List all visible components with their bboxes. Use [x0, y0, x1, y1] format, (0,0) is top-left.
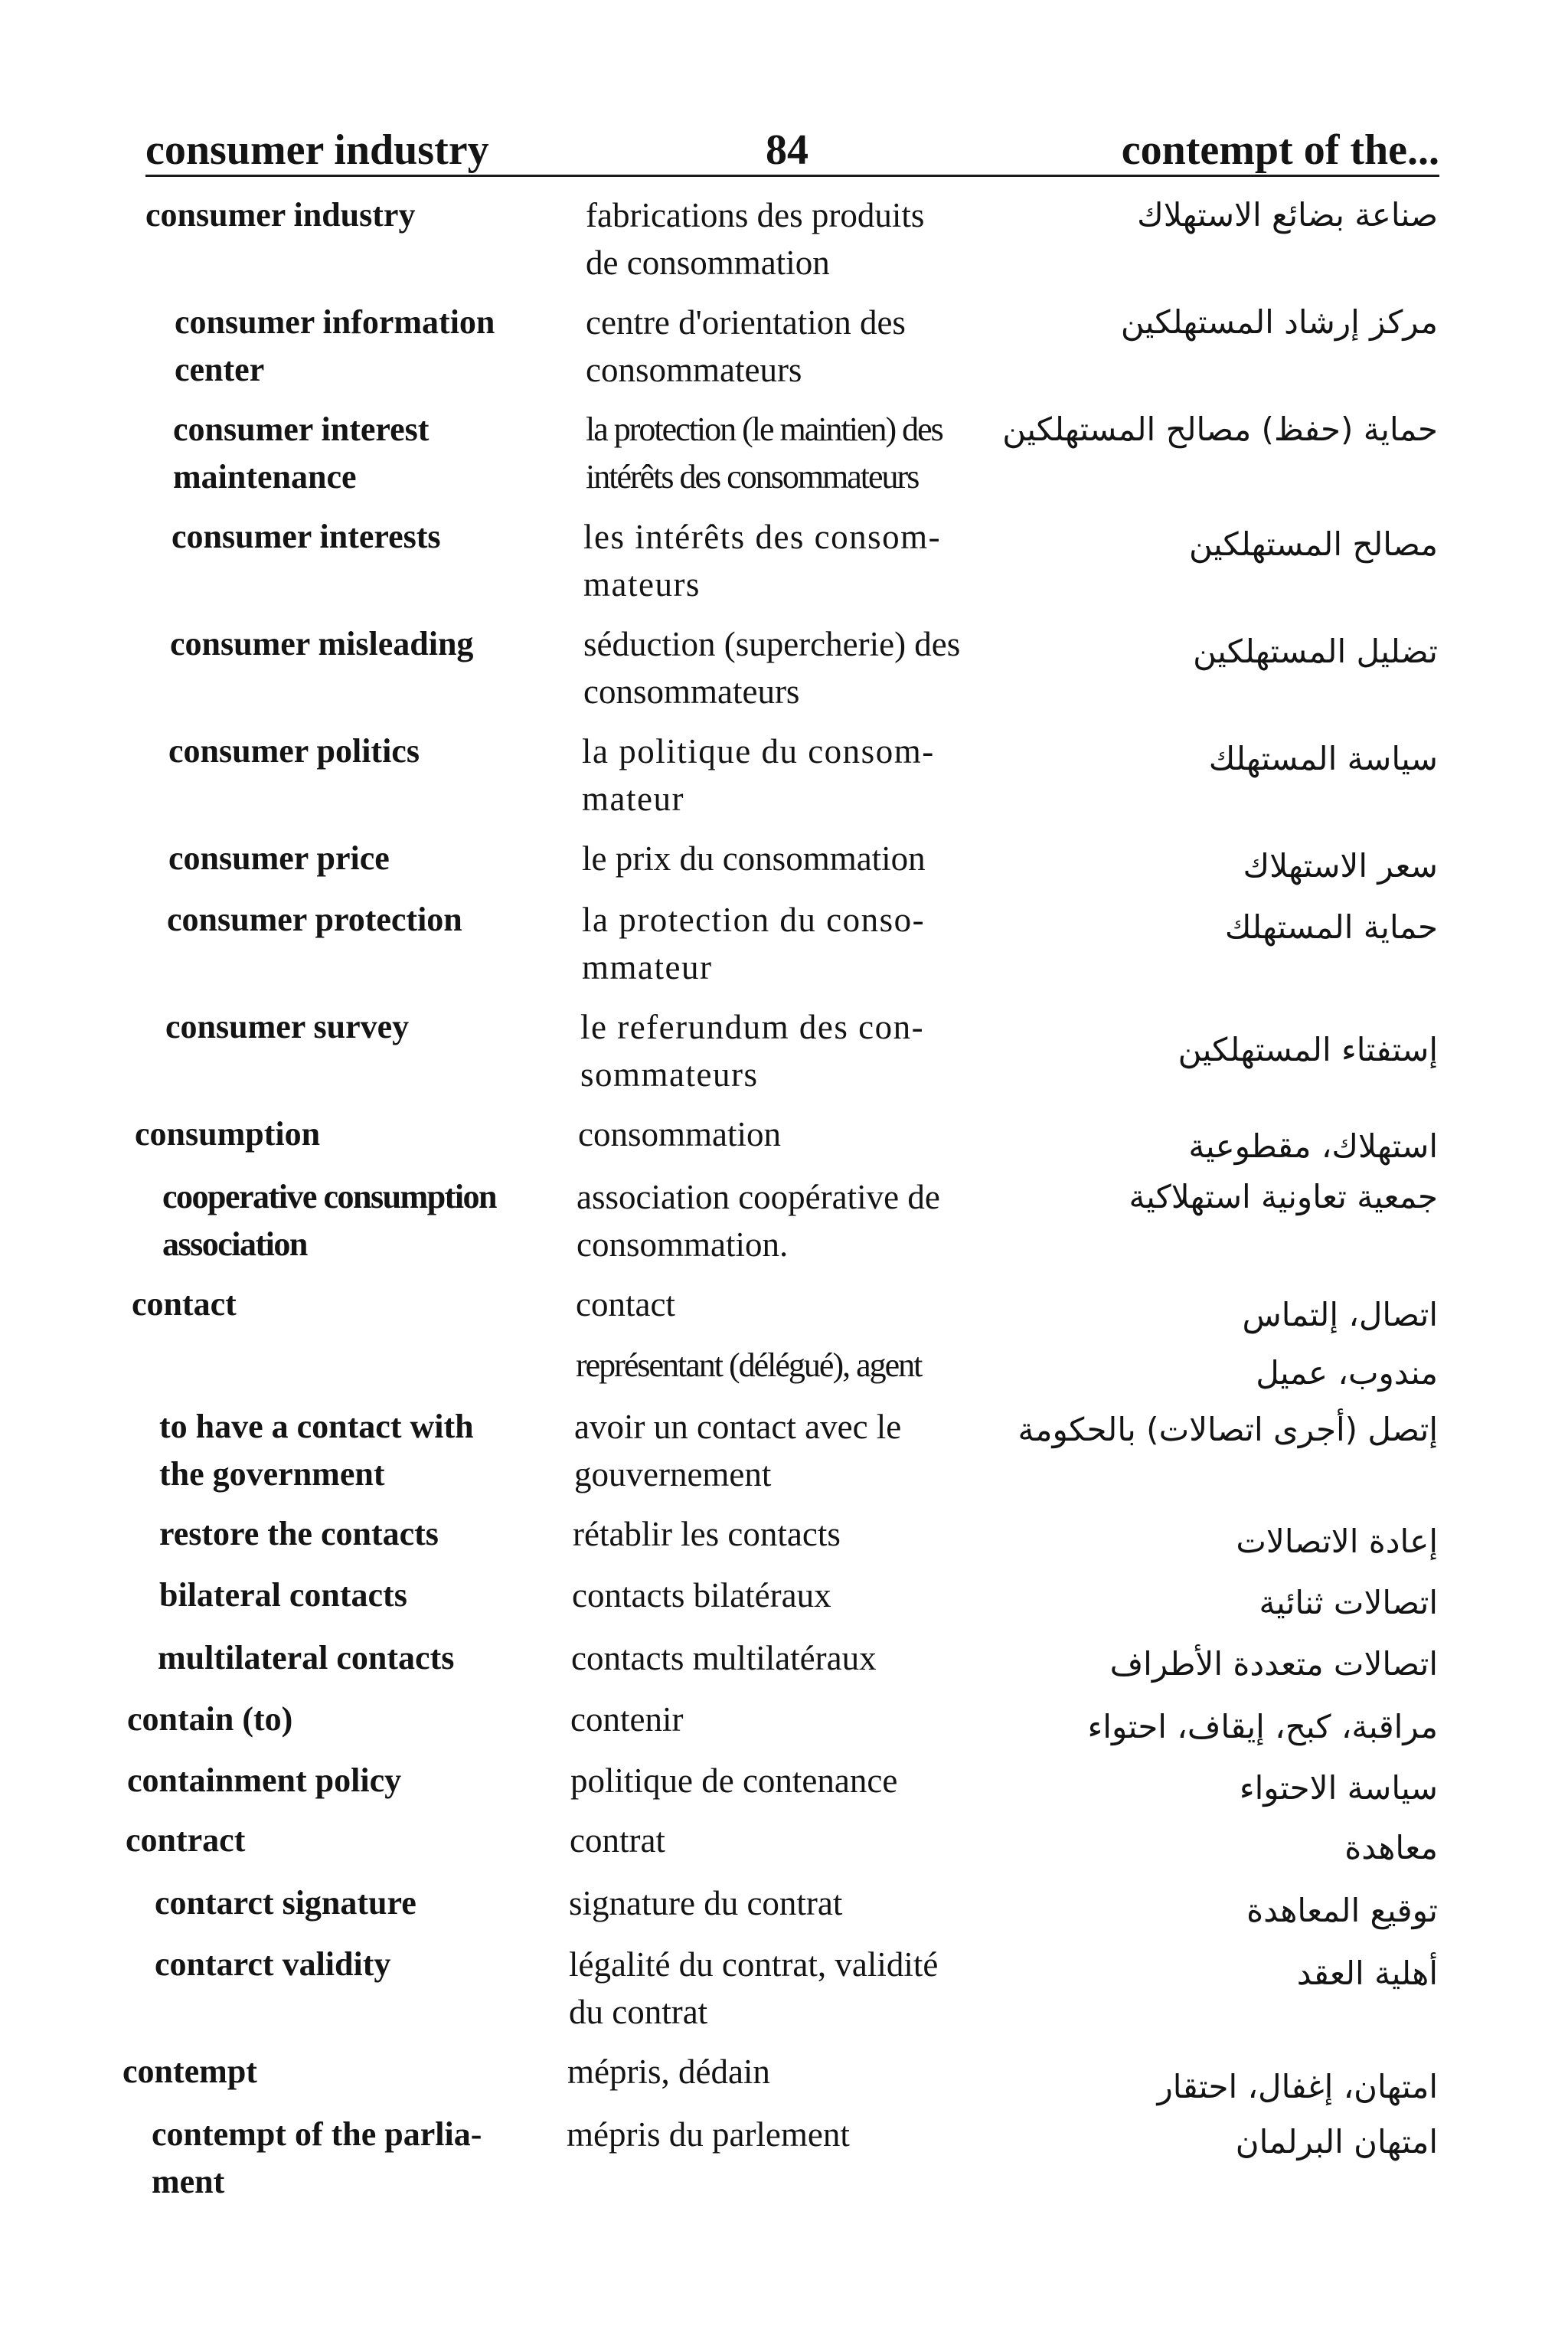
entry-english: consumer price — [168, 839, 390, 877]
entry-arabic: سياسة الاحتواء — [1239, 1769, 1438, 1807]
entry-arabic: اتصالات ثنائية — [1259, 1584, 1438, 1621]
entry-arabic: سعر الاستهلاك — [1243, 847, 1438, 885]
entry-french: contact — [576, 1285, 675, 1323]
entry-english: consumer industry — [145, 196, 416, 234]
entry-french: mépris, dédain — [567, 2053, 770, 2091]
entry-arabic: إستفتاء المستهلكين — [1178, 1031, 1438, 1068]
entry-french: consommation — [578, 1115, 781, 1153]
entry-arabic: صناعة بضائع الاستهلاك — [1137, 196, 1438, 234]
entry-english: contact — [132, 1285, 237, 1323]
entry-arabic: إتصل (أجرى اتصالات) بالحكومة — [1018, 1411, 1438, 1448]
entry-arabic: معاهدة — [1344, 1829, 1438, 1866]
entry-english: consumer misleading — [170, 625, 474, 662]
entry-french: représentant (délégué), agent — [576, 1346, 922, 1384]
entry-arabic: امتهان، إغفال، احتقار — [1157, 2068, 1438, 2105]
entry-english: containment policy — [127, 1761, 402, 1799]
entry-arabic: توقيع المعاهدة — [1246, 1892, 1438, 1929]
entry-english: contarct signature — [155, 1884, 416, 1922]
entry-arabic: اتصالات متعددة الأطراف — [1109, 1645, 1438, 1683]
entry-arabic: سياسة المستهلك — [1208, 740, 1438, 777]
entry-english: consumer information center — [175, 303, 495, 388]
entry-english: consumption — [135, 1115, 321, 1153]
entry-english: consumer protection — [167, 901, 462, 938]
entry-arabic: جمعية تعاونية استهلاكية — [1129, 1178, 1438, 1215]
entry-arabic: حماية (حفظ) مصالح المستهلكين — [1002, 411, 1438, 448]
entry-french: politique de contenance — [570, 1761, 898, 1800]
entry-english: to have a contact with the government — [159, 1408, 474, 1493]
entry-english: consumer politics — [168, 732, 420, 770]
entry-french: les intérêts des consom- mateurs — [583, 518, 942, 604]
entry-english: cooperative consumption association — [162, 1178, 497, 1263]
header-right-guide-word: contempt of the... — [1121, 126, 1439, 174]
entry-english: restore the contacts — [159, 1515, 439, 1552]
entry-french: le referundum des con- sommateurs — [580, 1008, 925, 1094]
entry-arabic: مصالح المستهلكين — [1189, 525, 1438, 563]
header-left-guide-word: consumer industry — [145, 126, 489, 174]
entry-english: bilateral contacts — [159, 1576, 407, 1614]
page-number: 84 — [766, 126, 808, 174]
entry-french: la politique du consom- mateur — [582, 732, 935, 818]
entry-french: centre d'orientation des consommateurs — [586, 303, 906, 389]
entry-english: contarct validity — [155, 1945, 391, 1983]
entry-french: séduction (supercherie) des consommateurs — [583, 625, 961, 711]
entry-french: la protection (le maintien) des intérêts des consommateurs — [586, 411, 942, 496]
entry-french: fabrications des produits de consommation — [586, 196, 925, 282]
entry-english: consumer interest maintenance — [173, 411, 430, 496]
entry-arabic: اتصال، إلتماس — [1242, 1296, 1438, 1333]
entry-english: consumer interests — [172, 518, 441, 555]
entry-english: contain (to) — [127, 1700, 293, 1738]
entry-english: contempt — [122, 2053, 257, 2090]
entry-arabic: استهلاك، مقطوعية — [1188, 1127, 1438, 1165]
entry-english: consumer survey — [165, 1008, 410, 1045]
entry-french: rétablir les contacts — [573, 1515, 841, 1553]
entry-arabic: تضليل المستهلكين — [1193, 633, 1438, 670]
entry-arabic: امتهان البرلمان — [1235, 2123, 1438, 2161]
entry-english: contract — [126, 1821, 246, 1859]
entry-french: légalité du contrat, validité du contrat — [569, 1945, 939, 2031]
entry-french: contacts bilatéraux — [572, 1576, 831, 1614]
entry-french: la protection du conso- mmateur — [582, 901, 926, 986]
entry-arabic: أهلية العقد — [1296, 1954, 1438, 1992]
entry-french: avoir un contact avec le gouvernement — [574, 1408, 902, 1493]
entry-arabic: مندوب، عميل — [1256, 1354, 1438, 1392]
entry-french: mépris du parlement — [567, 2115, 850, 2154]
entry-french: signature du contrat — [569, 1884, 843, 1922]
entry-arabic: مراقبة، كبح، إيقاف، احتواء — [1087, 1708, 1438, 1745]
entry-arabic: إعادة الاتصالات — [1236, 1523, 1438, 1560]
entry-english: contempt of the parlia- ment — [152, 2115, 482, 2200]
entry-french: le prix du consommation — [582, 839, 926, 878]
entry-french: contacts multilatéraux — [571, 1639, 877, 1677]
entry-french: contenir — [570, 1700, 684, 1739]
entry-arabic: مركز إرشاد المستهلكين — [1120, 303, 1438, 341]
entry-arabic: حماية المستهلك — [1224, 908, 1438, 946]
entry-french: association coopérative de consommation. — [577, 1178, 940, 1264]
entry-english: multilateral contacts — [158, 1639, 455, 1676]
entry-french: contrat — [570, 1821, 665, 1860]
